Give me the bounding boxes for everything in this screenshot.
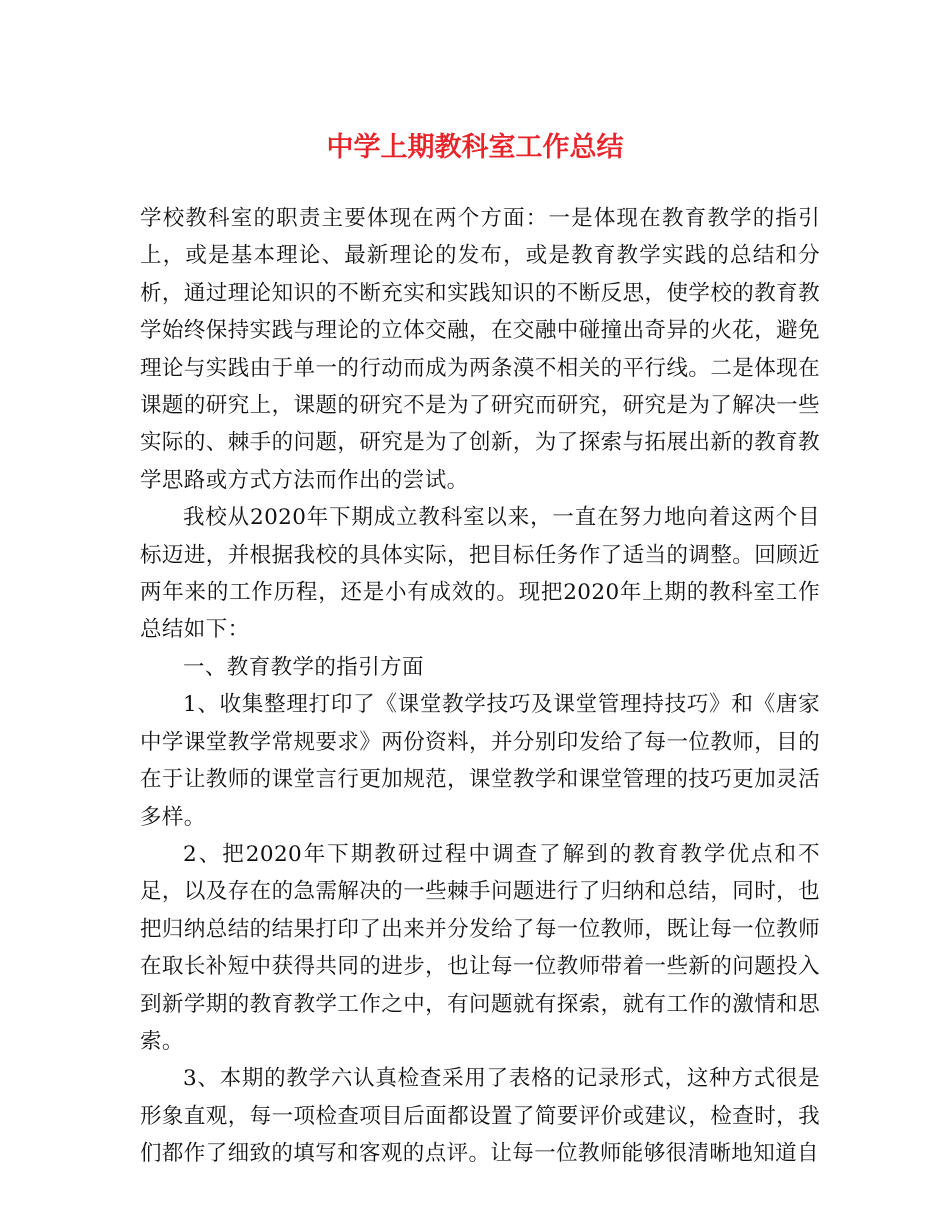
paragraph-intro: 学校教科室的职责主要体现在两个方面：一是体现在教育教学的指引上，或是基本理论、最新理论的发布，或是教育教学实践的总结和分析，通过理论知识的不断充实和实践知识的不断反思，使学校的教育教学始终保持实践与理论的立体交融，在交融中碰撞出奇异的火花，避免理论与实践由于单一的行动而成为两条漠不相关的平行线。二是体现在课题的研究上，课题的研究不是为了研究而研究，研究是为了解决一些实际的、棘手的问题，研究是为了创新，为了探索与拓展出新的教育教学思路或方式方法而作出的尝试。: [140, 206, 820, 493]
paragraph-item-3: 3、本期的教学六认真检查采用了表格的记录形式，这种方式很是形象直观，每一项检查项目后面都设置了简要评价或建议，检查时，我们都作了细致的填写和客观的点评。让每一位教师能够很清晰地知道自: [140, 1066, 820, 1167]
document-title: 中学上期教科室工作总结: [326, 132, 624, 163]
paragraph-item-2: 2、把2020年下期教研过程中调查了解到的教育教学优点和不足，以及存在的急需解决的一些棘手问题进行了归纳和总结，同时，也把归纳总结的结果打印了出来并分发给了每一位教师，既让每一位教师在取长补短中获得共同的进步，也让每一位教师带着一些新的问题投入到新学期的教育教学工作之中，有问题就有探索，就有工作的激情和思索。: [140, 841, 820, 1054]
paragraph-overview: 我校从2020年下期成立教科室以来，一直在努力地向着这两个目标迈进，并根据我校的具体实际，把目标任务作了适当的调整。回顾近两年来的工作历程，还是小有成效的。现把2020年上期的教科室工作总结如下：: [140, 505, 820, 643]
section-heading: 一、教育教学的指引方面: [183, 654, 424, 680]
paragraph-item-1: 1、收集整理打印了《课堂教学技巧及课堂管理持技巧》和《唐家中学课堂教学常规要求》两份资料，并分别印发给了每一位教师，目的在于让教师的课堂言行更加规范，课堂教学和课堂管理的技巧更加灵活多样。: [140, 692, 820, 830]
document-body: [140, 200, 820, 1173]
